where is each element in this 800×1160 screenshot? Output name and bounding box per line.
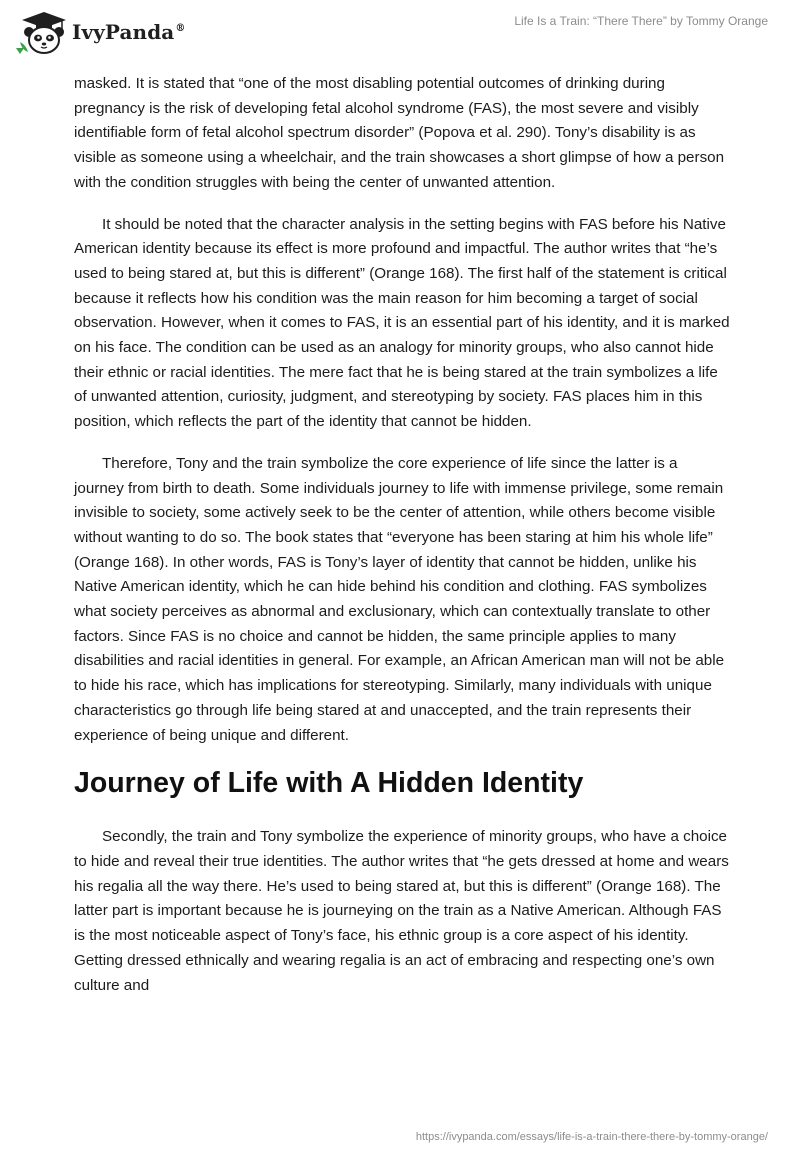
brand-name: IvyPanda® bbox=[72, 20, 186, 44]
ivypanda-logo-link[interactable] bbox=[14, 8, 185, 56]
section-heading: Journey of Life with A Hidden Identity bbox=[74, 767, 584, 800]
essay-body bbox=[74, 72, 730, 1015]
registered-mark: ® bbox=[175, 23, 186, 35]
paragraph-4: Secondly, the train and Tony symbolize the experience of minority groups, who have a choice to hide and reveal their true identities. The author writes that “he gets dressed at home and wears his regalia all the way there. He’s used to being stared at, but this is different” (Orange 168). The latter part is important because he is journeying on the train as a Native American. Although FAS is the most noticeable aspect of Tony’s face, his ethnic group is a core aspect of his identity. Getting dressed ethnically and wearing regalia is an act of embracing and respecting one’s own culture and bbox=[74, 828, 729, 994]
source-url: https://ivypanda.com/essays/life-is-a-train-there-there-by-tommy-orange/ bbox=[415, 1131, 768, 1143]
paragraph-3: Therefore, Tony and the train symbolize the core experience of life since the latter is a journey from birth to death. Some individuals journey to life with immense privilege, some remain invisible to society, some actively seek to be the center of attention, while others become visible without wanting to do so. The book states that “everyone has been staring at him his whole life” (Orange 168). In other words, FAS is Tony’s layer of identity that cannot be hidden, unlike his Native American identity, which he can hide behind his condition and clothing. FAS symbolizes what society perceives as abnormal and exclusionary, which can contextually translate to other factors. Since FAS is no choice and cannot be hidden, the same principle applies to many disabilities and racial identities in general. For example, an African American man will not be able to hide his race, which has implications for stereotyping. Similarly, many individuals with unique characteristics go through life being stared at and unaccepted, and the train represents their experience of being unique and different. bbox=[74, 454, 725, 744]
panda-graduation-cap-icon bbox=[14, 8, 70, 56]
paragraph-1: masked. It is stated that “one of the most disabling potential outcomes of drinking during pregnancy is the risk of developing fetal alcohol syndrome (FAS), the most severe and visibly identifiable form of fetal alcohol spectrum disorder” (Popova et al. 290). Tony’s disability is as visible as someone using a wheelchair, and the train showcases a short glimpse of how a person with the condition struggles with being the center of unwanted attention. bbox=[74, 75, 725, 191]
page-header bbox=[0, 0, 800, 70]
paragraph-2: It should be noted that the character analysis in the setting begins with FAS before his Native American identity because its effect is more profound and impactful. The author writes that “he’s used to being stared at, but this is different” (Orange 168). The first half of the statement is critical because it reflects how his condition was the main reason for him becoming a target of social observation. However, when it comes to FAS, it is an essential part of his identity, and it is marked on his face. The condition can be used as an analogy for minority groups, who also cannot hide their ethnic or racial identities. The mere fact that he is being stared at the train symbolizes a life of unwanted attention, curiosity, judgment, and stereotyping by society. FAS places him in this position, which reflects the part of the identity that cannot be hidden. bbox=[74, 215, 730, 431]
document-title: Life Is a Train: “There There” by Tommy Orange bbox=[514, 14, 768, 28]
